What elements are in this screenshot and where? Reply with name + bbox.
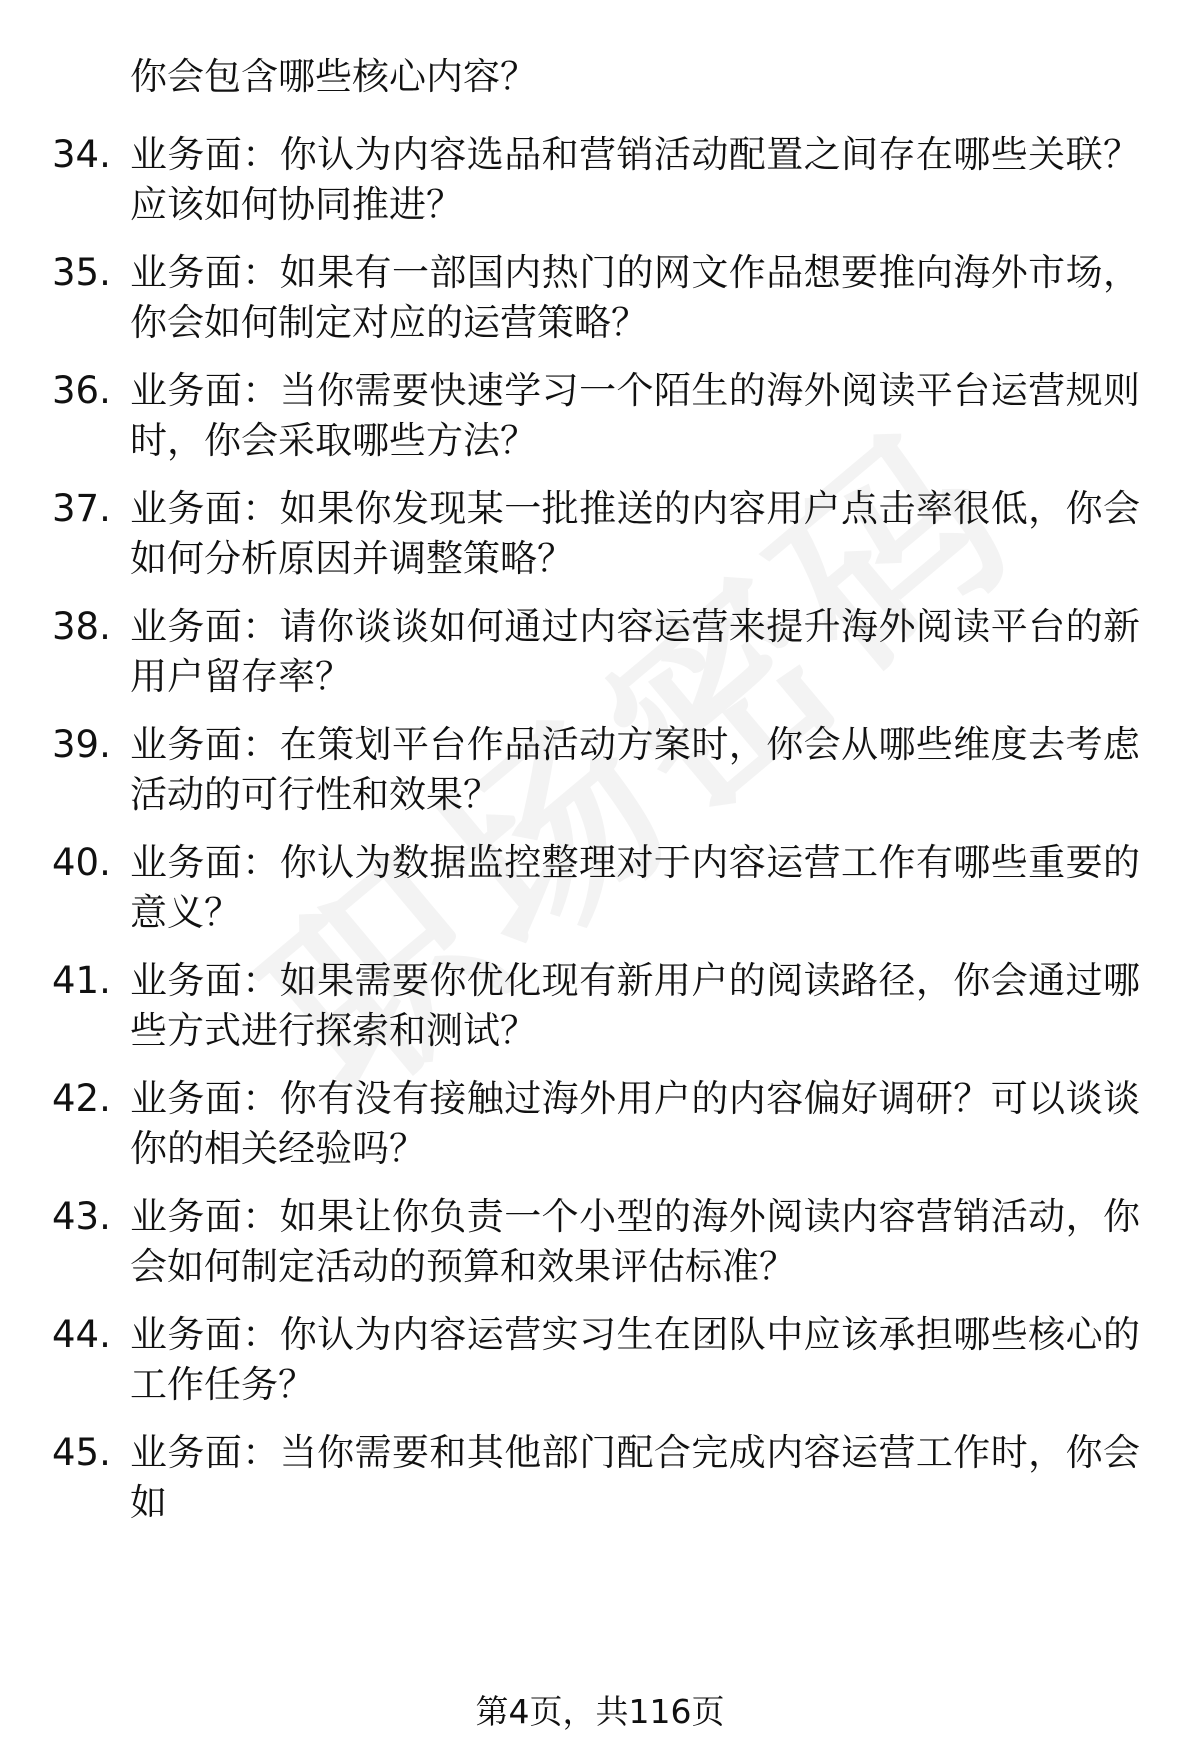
question-text: 业务面：你认为数据监控整理对于内容运营工作有哪些重要的意义？ xyxy=(130,841,1140,934)
question-text: 业务面：当你需要快速学习一个陌生的海外阅读平台运营规则时，你会采取哪些方法？ xyxy=(130,369,1140,462)
question-text: 业务面：在策划平台作品活动方案时，你会从哪些维度去考虑活动的可行性和效果？ xyxy=(130,723,1140,816)
question-text: 业务面：如果你发现某一批推送的内容用户点击率很低，你会如何分析原因并调整策略？ xyxy=(130,487,1140,580)
question-text: 业务面：你有没有接触过海外用户的内容偏好调研？可以谈谈你的相关经验吗？ xyxy=(130,1077,1140,1170)
question-number: 45. xyxy=(52,1431,111,1474)
question-number: 37. xyxy=(52,487,111,530)
question-number: 40. xyxy=(52,841,111,884)
question-text: 业务面：如果需要你优化现有新用户的阅读路径，你会通过哪些方式进行探索和测试？ xyxy=(130,959,1140,1052)
question-text: 业务面：你认为内容运营实习生在团队中应该承担哪些核心的工作任务？ xyxy=(130,1313,1140,1406)
question-number: 42. xyxy=(52,1077,111,1120)
question-text: 业务面：请你谈谈如何通过内容运营来提升海外阅读平台的新用户留存率？ xyxy=(130,605,1140,698)
question-text: 业务面：当你需要和其他部门配合完成内容运营工作时，你会如 xyxy=(130,1431,1140,1524)
question-text: 业务面：如果让你负责一个小型的海外阅读内容营销活动，你会如何制定活动的预算和效果评估标准？ xyxy=(130,1195,1140,1288)
question-number: 38. xyxy=(52,605,111,648)
question-text: 业务面：如果有一部国内热门的网文作品想要推向海外市场，你会如何制定对应的运营策略？ xyxy=(130,251,1140,344)
question-number: 43. xyxy=(52,1195,111,1238)
question-number: 39. xyxy=(52,723,111,766)
question-text: 业务面：你认为内容选品和营销活动配置之间存在哪些关联？应该如何协同推进？ xyxy=(130,133,1140,226)
continuation-text: 你会包含哪些核心内容？ xyxy=(130,55,537,98)
question-number: 35. xyxy=(52,251,111,294)
question-number: 44. xyxy=(52,1313,111,1356)
question-number: 34. xyxy=(52,133,111,176)
page-footer: 第4页，共116页 xyxy=(475,1692,725,1731)
question-number: 41. xyxy=(52,959,111,1002)
question-number: 36. xyxy=(52,369,111,412)
